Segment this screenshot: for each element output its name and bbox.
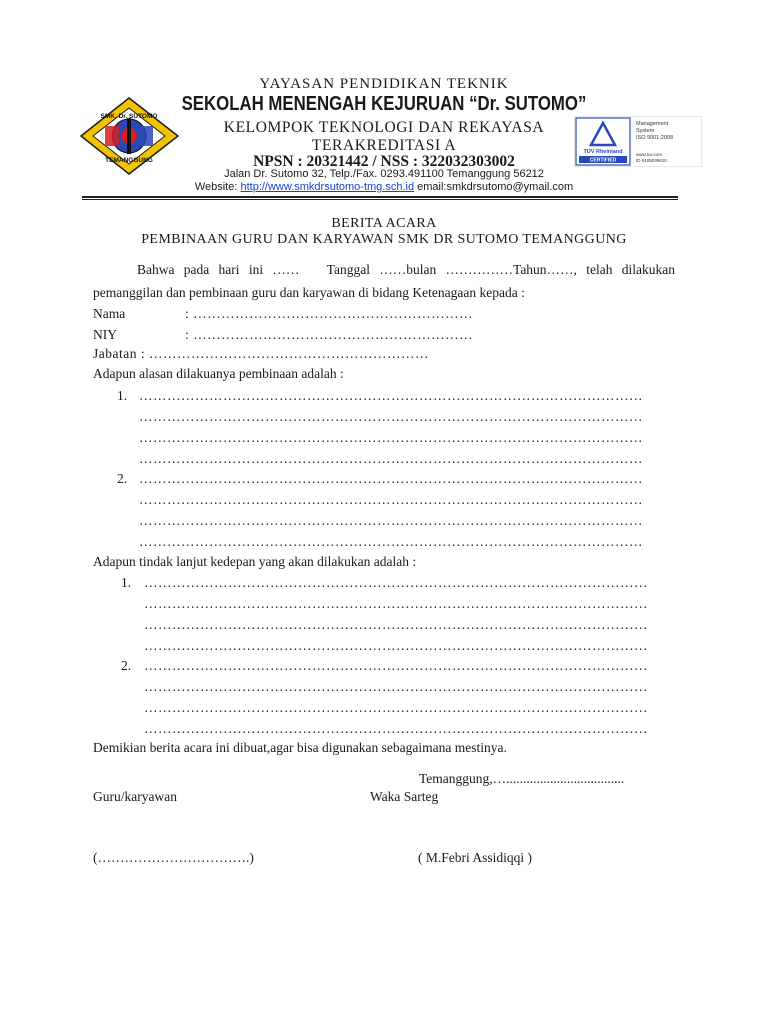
- followup-line: ………………………………………………………………………………………………: [144, 575, 648, 590]
- reason-number: 2.: [117, 471, 128, 486]
- tuv-line1: Management: [636, 121, 669, 127]
- closing-statement: Demikian berita acara ini dibuat,agar bisa digunakan sebagaimana mestinya.: [93, 740, 507, 755]
- website-label: Website:: [194, 181, 238, 193]
- header-divider-thin: [82, 199, 678, 200]
- tuv-site: www.tuv.com: [636, 152, 663, 157]
- place-date: Temanggung,…...................................: [419, 771, 625, 786]
- intro-paragraph-line2: pemanggilan dan pembinaan guru dan karyawan di bidang Ketenagaan kepada :: [93, 285, 525, 300]
- field-jabatan: Jabatan : ……………………………………………………: [93, 346, 429, 361]
- signature-right-role: Waka Sarteg: [370, 789, 439, 804]
- tuv-line3: ISO 9001:2008: [636, 135, 674, 141]
- reason-line: ………………………………………………………………………………………………: [139, 492, 643, 507]
- followup-heading: Adapun tindak lanjut kedepan yang akan dilakukan adalah :: [93, 554, 417, 569]
- field-label-nama: Nama: [93, 306, 126, 321]
- website-link[interactable]: http://www.smkdrsutomo-tmg.sch.id: [240, 181, 415, 193]
- reason-line: ………………………………………………………………………………………………: [139, 451, 643, 466]
- reason-line: ………………………………………………………………………………………………: [139, 430, 643, 445]
- tuv-badge-text: TÜV Rheinland: [583, 149, 623, 155]
- email-text: email:smkdrsutomo@ymail.com: [417, 181, 574, 193]
- npsn-nss: NPSN : 20321442 / NSS : 322032303002: [253, 153, 515, 170]
- followup-number: 2.: [121, 658, 132, 673]
- signature-left-name: (…………………………….): [93, 850, 254, 865]
- contact-line: [0, 181, 768, 193]
- reason-line: ………………………………………………………………………………………………: [139, 388, 643, 403]
- reason-line: ………………………………………………………………………………………………: [139, 471, 643, 486]
- tuv-line2: System: [636, 128, 655, 134]
- followup-line: ………………………………………………………………………………………………: [144, 617, 648, 632]
- reason-line: ………………………………………………………………………………………………: [139, 409, 643, 424]
- tuv-certified-text: CERTIFIED: [589, 157, 617, 164]
- logo-top-text: SMK. Dr. SUTOMO: [100, 113, 158, 120]
- tuv-id: ID 9105039610: [636, 158, 667, 163]
- foundation-name: YAYASAN PENDIDIKAN TEKNIK: [259, 76, 509, 92]
- header-divider: [82, 196, 678, 198]
- followup-line: ………………………………………………………………………………………………: [144, 721, 648, 736]
- accreditation: TERAKREDITASI A: [311, 137, 457, 154]
- reasons-heading: Adapun alasan dilakuanya pembinaan adalah :: [93, 366, 344, 381]
- reason-line: ………………………………………………………………………………………………: [139, 513, 643, 528]
- followup-line: ………………………………………………………………………………………………: [144, 700, 648, 715]
- followup-line: ………………………………………………………………………………………………: [144, 679, 648, 694]
- reason-number: 1.: [117, 388, 128, 403]
- signature-right-name: ( M.Febri Assidiqqi ): [418, 850, 533, 865]
- intro-paragraph-line1: Bahwa pada hari ini …… Tanggal ……bulan ……………Tahun……, telah dilakukan: [137, 262, 675, 277]
- document-subtitle: PEMBINAAN GURU DAN KARYAWAN SMK DR SUTOMO TEMANGGUNG: [141, 232, 627, 247]
- school-name: SEKOLAH MENENGAH KEJURUAN “Dr. SUTOMO”: [181, 93, 587, 115]
- followup-line: ………………………………………………………………………………………………: [144, 638, 648, 653]
- followup-number: 1.: [121, 575, 132, 590]
- document-title: BERITA ACARA: [331, 216, 437, 231]
- reason-line: ………………………………………………………………………………………………: [139, 534, 643, 549]
- field-label-niy: NIY: [93, 327, 117, 342]
- followup-line: ………………………………………………………………………………………………: [144, 658, 648, 673]
- followup-line: ………………………………………………………………………………………………: [144, 596, 648, 611]
- school-address: Jalan Dr. Sutomo 32, Telp./Fax. 0293.491100 Temanggung 56212: [224, 168, 544, 180]
- field-value-nama: : ……………………………………………………: [185, 306, 474, 321]
- school-group: KELOMPOK TEKNOLOGI DAN REKAYASA: [223, 119, 545, 136]
- field-value-niy: : ……………………………………………………: [185, 327, 474, 342]
- logo-bottom-text: TEMANGGUNG: [105, 157, 153, 164]
- signature-left-role: Guru/karyawan: [93, 789, 177, 804]
